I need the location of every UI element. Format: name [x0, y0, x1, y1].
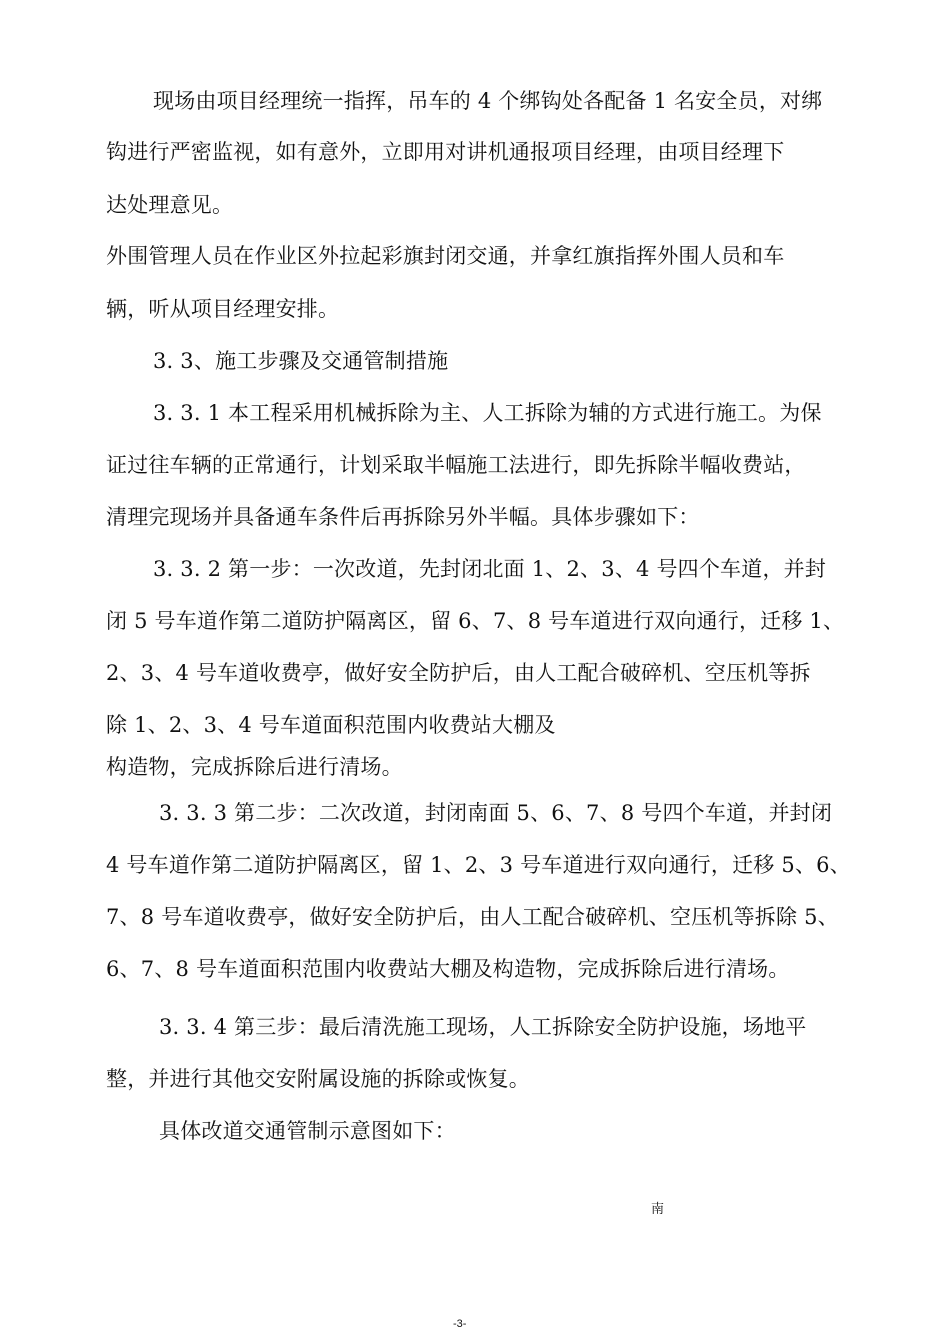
paragraph-line: 7、8 号车道收费亭，做好安全防护后，由人工配合破碎机、空压机等拆除 5、	[106, 905, 839, 929]
paragraph-line: 达处理意见。	[106, 193, 234, 217]
paragraph-line: 除 1、2、3、4 号车道面积范围内收费站大棚及	[106, 713, 556, 737]
paragraph-line: 6、7、8 号车道面积范围内收费站大棚及构造物，完成拆除后进行清场。	[106, 957, 790, 981]
diagram-direction-label: 南	[651, 1202, 665, 1217]
paragraph-line: 3. 3. 2 第一步：一次改道，先封闭北面 1、2、3、4 号四个车道，并封	[153, 557, 827, 581]
paragraph-line: 3. 3. 1 本工程采用机械拆除为主、人工拆除为辅的方式进行施工。为保	[153, 401, 822, 425]
paragraph-line: 2、3、4 号车道收费亭，做好安全防护后，由人工配合破碎机、空压机等拆	[106, 661, 811, 685]
paragraph-line: 现场由项目经理统一指挥，吊车的 4 个绑钩处各配备 1 名安全员，对绑	[153, 89, 823, 113]
section-heading: 3. 3、施工步骤及交通管制措施	[153, 349, 449, 373]
paragraph-line: 闭 5 号车道作第二道防护隔离区，留 6、7、8 号车道进行双向通行，迁移 1、	[106, 609, 845, 633]
paragraph-line: 辆，听从项目经理安排。	[106, 297, 340, 321]
page-number: -3-	[453, 1318, 467, 1330]
paragraph-line: 3. 3. 3 第二步：二次改道，封闭南面 5、6、7、8 号四个车道，并封闭	[159, 801, 833, 825]
paragraph-line: 清理完现场并具备通车条件后再拆除另外半幅。具体步骤如下：	[106, 505, 700, 529]
paragraph-line: 外围管理人员在作业区外拉起彩旗封闭交通，并拿红旗指挥外围人员和车	[106, 244, 785, 268]
paragraph-line: 构造物，完成拆除后进行清场。	[106, 755, 403, 779]
paragraph-line: 钩进行严密监视，如有意外，立即用对讲机通报项目经理，由项目经理下	[106, 140, 785, 164]
paragraph-line: 4 号车道作第二道防护隔离区，留 1、2、3 号车道进行双向通行，迁移 5、6、	[106, 853, 851, 877]
paragraph-line: 证过往车辆的正常通行，计划采取半幅施工法进行，即先拆除半幅收费站，	[106, 453, 806, 477]
paragraph-line: 整，并进行其他交安附属设施的拆除或恢复。	[106, 1067, 530, 1091]
paragraph-line: 具体改道交通管制示意图如下：	[159, 1119, 456, 1143]
paragraph-line: 3. 3. 4 第三步：最后清洗施工现场，人工拆除安全防护设施，场地平	[159, 1015, 807, 1039]
